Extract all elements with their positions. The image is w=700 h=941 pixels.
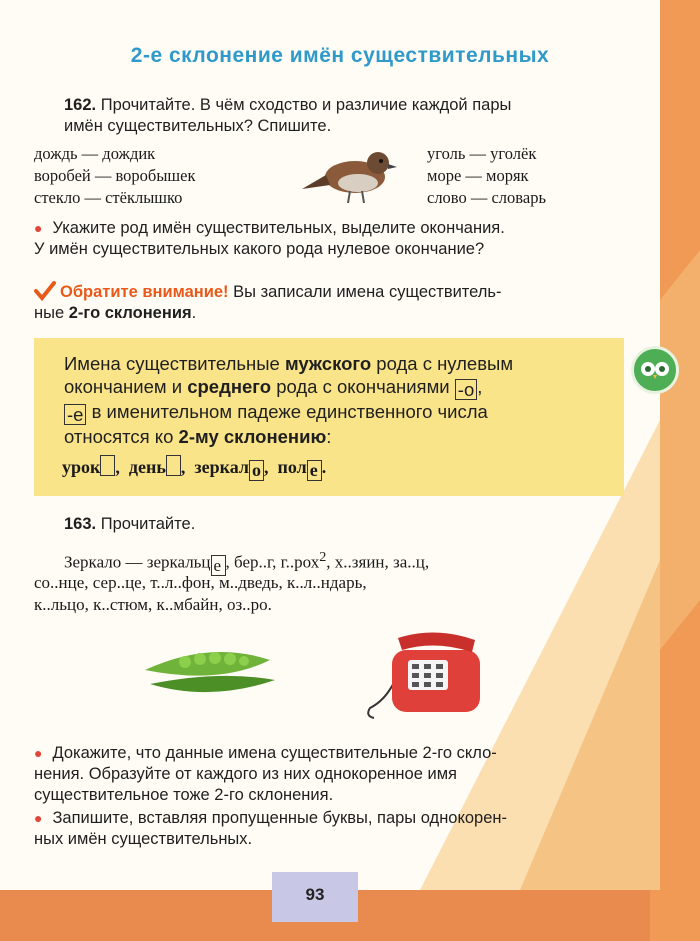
rule-l3: в именительном падеже единственного числа xyxy=(91,401,488,422)
attention-text2-bold: 2-го склонения xyxy=(68,304,192,322)
rule-l4-bold: 2-му склонению xyxy=(178,426,327,447)
words-line-3: к..льцо, к..стюм, к..мбайн, оз..ро. xyxy=(34,595,272,614)
rule-l2-bold: среднего xyxy=(187,376,272,397)
task2-line1: Запишите, вставляя пропущенные буквы, пары однокорен- xyxy=(52,809,508,827)
bullet-icon: ● xyxy=(34,745,43,761)
ending-o-box: -о xyxy=(455,379,477,400)
attention-label: Обратите внимание! xyxy=(60,283,229,301)
exercise-163-heading xyxy=(64,514,195,535)
task1-line1: Докажите, что данные имена существительные 2-го скло- xyxy=(52,744,497,762)
example-zerkalo: зеркал xyxy=(194,457,249,477)
ending-box: е xyxy=(307,460,322,481)
rule-l2-post: рода с окончаниями xyxy=(276,376,450,397)
rule-examples: урок , день , зеркал о , пол е . xyxy=(62,457,327,480)
exercise-162-line1: Прочитайте. В чём сходство и различие каждой пары xyxy=(100,96,512,114)
exercise-162-task xyxy=(34,218,624,260)
word-pair-right-2: море — моряк xyxy=(427,166,529,185)
owl-icon xyxy=(634,349,676,391)
word-pair-right-1: уголь — уголёк xyxy=(427,144,537,163)
words-line-2: со..нце, сер..це, т..л..фон, м..дведь, к..л..ндарь, xyxy=(34,573,367,592)
exercise-162-number: 162. xyxy=(64,96,97,114)
rule-text: Имена существительные мужского рода с нулевым окончанием и среднего рода с окончаниями -о , -е в именительном падеже единственного числа относятся ко 2-му склонению: xyxy=(64,353,514,447)
ending-box: о xyxy=(249,460,264,481)
exercise-163-title: Прочитайте. xyxy=(100,515,196,533)
checkmark-pencil-icon xyxy=(34,280,56,302)
rule-l4-pre: относятся ко xyxy=(64,426,174,447)
task1-line3: существительное тоже 2-го склонения. xyxy=(34,786,334,804)
word-pair-left-1: дождь — дождик xyxy=(34,144,156,163)
exercise-163-number: 163. xyxy=(64,515,97,533)
attention-text1: Вы записали имена существитель- xyxy=(233,283,502,301)
task1-line2: нения. Образуйте от каждого из них однокоренное имя xyxy=(34,765,457,783)
word-pair-left-2: воробей — воробышек xyxy=(34,166,196,185)
telephone-illustration xyxy=(360,628,490,723)
owl-badge-icon xyxy=(631,346,679,394)
example-pole: пол xyxy=(277,457,307,477)
rule-l2-pre: окончанием и xyxy=(64,376,183,397)
example-urok: урок xyxy=(62,457,101,477)
bullet-icon: ● xyxy=(34,810,43,826)
task2-line2: ных имён существительных. xyxy=(34,830,253,848)
rule-l4-post: : xyxy=(326,426,332,447)
word-pair-left-3: стекло — стёклышко xyxy=(34,188,183,207)
attention-note xyxy=(60,282,630,303)
ending-box: е xyxy=(211,555,226,576)
empty-ending-box xyxy=(100,455,115,476)
rule-l1-bold: мужского xyxy=(284,353,372,374)
exercise-163-task2 xyxy=(34,808,624,850)
exercise-163-task1 xyxy=(34,743,624,806)
attention-text2: ные xyxy=(34,304,65,322)
page-title: 2-е склонение имён существительных xyxy=(130,44,550,67)
task-162-line2: У имён существительных какого рода нулевое окончание? xyxy=(34,240,485,258)
pea-pod-illustration xyxy=(140,640,290,710)
words-1b: , бер..г, г..рох xyxy=(225,552,320,572)
task-162-line1: Укажите род имён существительных, выделите окончания. xyxy=(52,219,505,237)
example-den: день xyxy=(128,457,166,477)
exercise-162-heading xyxy=(64,95,624,137)
words-1c: , х..зяин, за..ц, xyxy=(326,552,430,572)
ending-e-box: -е xyxy=(64,404,86,425)
rule-l1-pre: Имена существительные xyxy=(64,353,280,374)
exercise-162-line2: имён существительных? Спишите. xyxy=(64,117,332,135)
page-number: 93 xyxy=(272,872,358,922)
empty-ending-box xyxy=(166,455,181,476)
sparrow-illustration xyxy=(300,145,400,205)
footnote-mark: 2 xyxy=(319,549,327,565)
word-pair-right-3: слово — словарь xyxy=(427,188,546,207)
rule-l1-post: рода с нулевым xyxy=(376,353,514,374)
attention-text2-end: . xyxy=(191,304,197,322)
attention-note-line2 xyxy=(34,303,624,324)
bullet-icon: ● xyxy=(34,220,43,236)
words-1a: Зеркало — зеркальц xyxy=(64,552,211,572)
